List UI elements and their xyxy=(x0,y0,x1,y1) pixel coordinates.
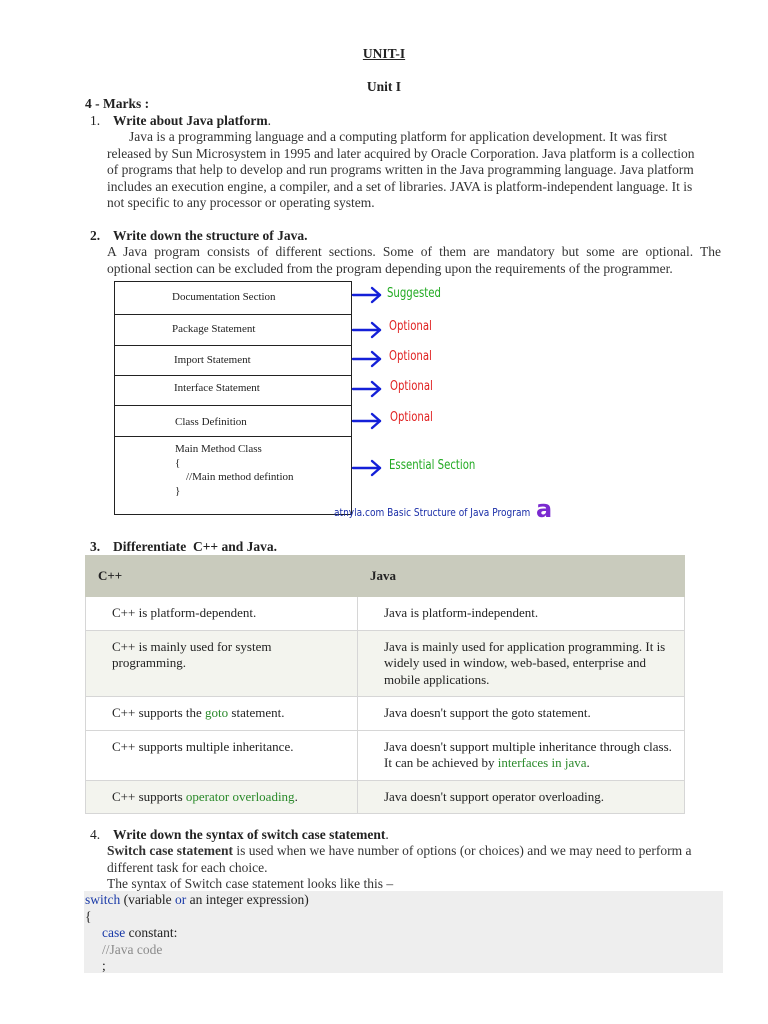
q2-line: A Java program consists of different sections. Some of them are mandatory but some are optional. The xyxy=(107,244,721,259)
arrow-right-icon xyxy=(353,323,380,337)
q1-title: Write about Java platform xyxy=(113,113,268,128)
q4-heading xyxy=(113,827,389,843)
q4-line: different task for each choice. xyxy=(107,859,268,875)
interfaces-link[interactable]: interfaces in java xyxy=(497,755,587,770)
q4-line: Switch case statement is used when we have number of options (or choices) and we may need to perform a xyxy=(107,843,692,858)
q2-line: optional section can be excluded from the program depending upon the requirements of the programmer. xyxy=(107,260,673,276)
section-documentation: Documentation Section xyxy=(172,291,276,303)
table-row xyxy=(86,697,685,731)
arrow-right-icon xyxy=(353,382,380,396)
main-method-label: Main Method Class xyxy=(175,443,262,455)
tag-essential: Essential Section xyxy=(389,458,476,473)
tag-suggested: Suggested xyxy=(387,286,441,301)
tag-optional: Optional xyxy=(390,379,433,394)
q4-line: The syntax of Switch case statement looks like this – xyxy=(107,876,394,891)
cell-cpp: C++ is platform-dependent. xyxy=(86,597,358,631)
cell-java: Java is mainly used for application programming. It is widely used in window, web-based, enterprise and mobile applications. xyxy=(358,630,685,697)
cell-java: Java doesn't support operator overloading. xyxy=(358,780,685,814)
q1-heading xyxy=(113,113,271,129)
cell-java: Java doesn't support the goto statement. xyxy=(358,697,685,731)
section-interface: Interface Statement xyxy=(174,382,260,394)
diagram-bottom-line-ext xyxy=(308,514,334,515)
cell-cpp: C++ is mainly used for system programming. xyxy=(86,630,358,697)
section-main-method xyxy=(175,442,294,498)
q1-line: Java is a programming language and a computing platform for application development. It was first xyxy=(129,129,667,144)
comparison-table xyxy=(85,555,685,814)
q3-number: 3. xyxy=(90,539,101,554)
q1-line: released by Sun Microsystem in 1995 and later acquired by Oracle Corporation. Java platform is a collection xyxy=(107,145,695,161)
diagram-divider xyxy=(114,375,352,376)
q3-title: Differentiate C++ and Java. xyxy=(113,539,277,554)
table-header-row xyxy=(86,556,685,597)
cell-java: Java is platform-independent. xyxy=(358,597,685,631)
q4-paragraph xyxy=(107,843,723,893)
table-row xyxy=(86,597,685,631)
section-class: Class Definition xyxy=(175,416,247,428)
cell-cpp: C++ supports multiple inheritance. xyxy=(86,730,358,780)
section-import: Import Statement xyxy=(174,354,251,366)
cell-cpp: C++ supports the goto statement. xyxy=(86,697,358,731)
cell-cpp: C++ supports operator overloading. xyxy=(86,780,358,814)
q1-paragraph xyxy=(107,129,717,212)
main-method-open-brace: { xyxy=(175,457,181,469)
q4-title-suffix: . xyxy=(385,827,389,842)
q4-number: 4. xyxy=(90,827,101,842)
marks-label: 4 - Marks : xyxy=(85,96,150,111)
arrow-right-icon xyxy=(353,461,380,475)
code-text xyxy=(85,892,309,975)
operator-overloading-link[interactable]: operator overloading xyxy=(185,788,295,804)
diagram-divider xyxy=(114,345,352,346)
main-method-close-brace: } xyxy=(175,485,181,497)
code-line: { xyxy=(85,908,92,924)
tag-optional: Optional xyxy=(389,319,432,334)
q2-title: Write down the structure of Java. xyxy=(113,228,308,243)
cell-java: Java doesn't support multiple inheritance through class. It can be achieved by interfaces in java. xyxy=(358,730,685,780)
table-row xyxy=(86,630,685,697)
diagram-divider xyxy=(114,436,352,437)
tag-optional: Optional xyxy=(389,349,432,364)
diagram-divider xyxy=(114,405,352,406)
diagram-caption: atnyla.com Basic Structure of Java Program xyxy=(334,506,531,519)
main-method-body: //Main method defintion xyxy=(186,471,294,483)
q4-title: Write down the syntax of switch case statement xyxy=(113,827,386,842)
q1-line: includes an execution engine, a compiler, and a set of libraries. JAVA is platform-independent language. It is xyxy=(107,178,693,194)
table-row xyxy=(86,730,685,780)
unit-subtitle: Unit I xyxy=(366,79,402,94)
code-line: case constant: xyxy=(102,925,178,940)
header-java: Java xyxy=(358,556,685,597)
arrow-right-icon xyxy=(353,288,380,302)
diagram-arrows xyxy=(350,283,386,478)
code-line: //Java code xyxy=(102,941,163,957)
arrow-right-icon xyxy=(353,352,380,366)
diagram-divider xyxy=(114,314,352,315)
q2-number: 2. xyxy=(90,228,101,243)
unit-title: UNIT-I xyxy=(362,46,406,61)
q4-term: Switch case statement xyxy=(107,843,233,858)
q1-number: 1. xyxy=(90,113,101,128)
arrow-right-icon xyxy=(353,414,380,428)
code-line: switch (variable or an integer expression) xyxy=(85,892,309,907)
q2-paragraph xyxy=(107,244,721,277)
table-row xyxy=(86,780,685,814)
tag-optional: Optional xyxy=(390,410,433,425)
header-cpp: C++ xyxy=(86,556,358,597)
q1-line: of programs that help to develop and run programs written in the Java programming language. Java platform xyxy=(107,162,694,177)
goto-link[interactable]: goto xyxy=(205,705,229,720)
q1-line: not specific to any processor or operating system. xyxy=(107,195,375,210)
section-package: Package Statement xyxy=(172,323,256,335)
atnyla-logo-icon: a xyxy=(536,495,553,523)
code-line: ; xyxy=(102,958,106,973)
q1-title-suffix: . xyxy=(267,113,271,128)
